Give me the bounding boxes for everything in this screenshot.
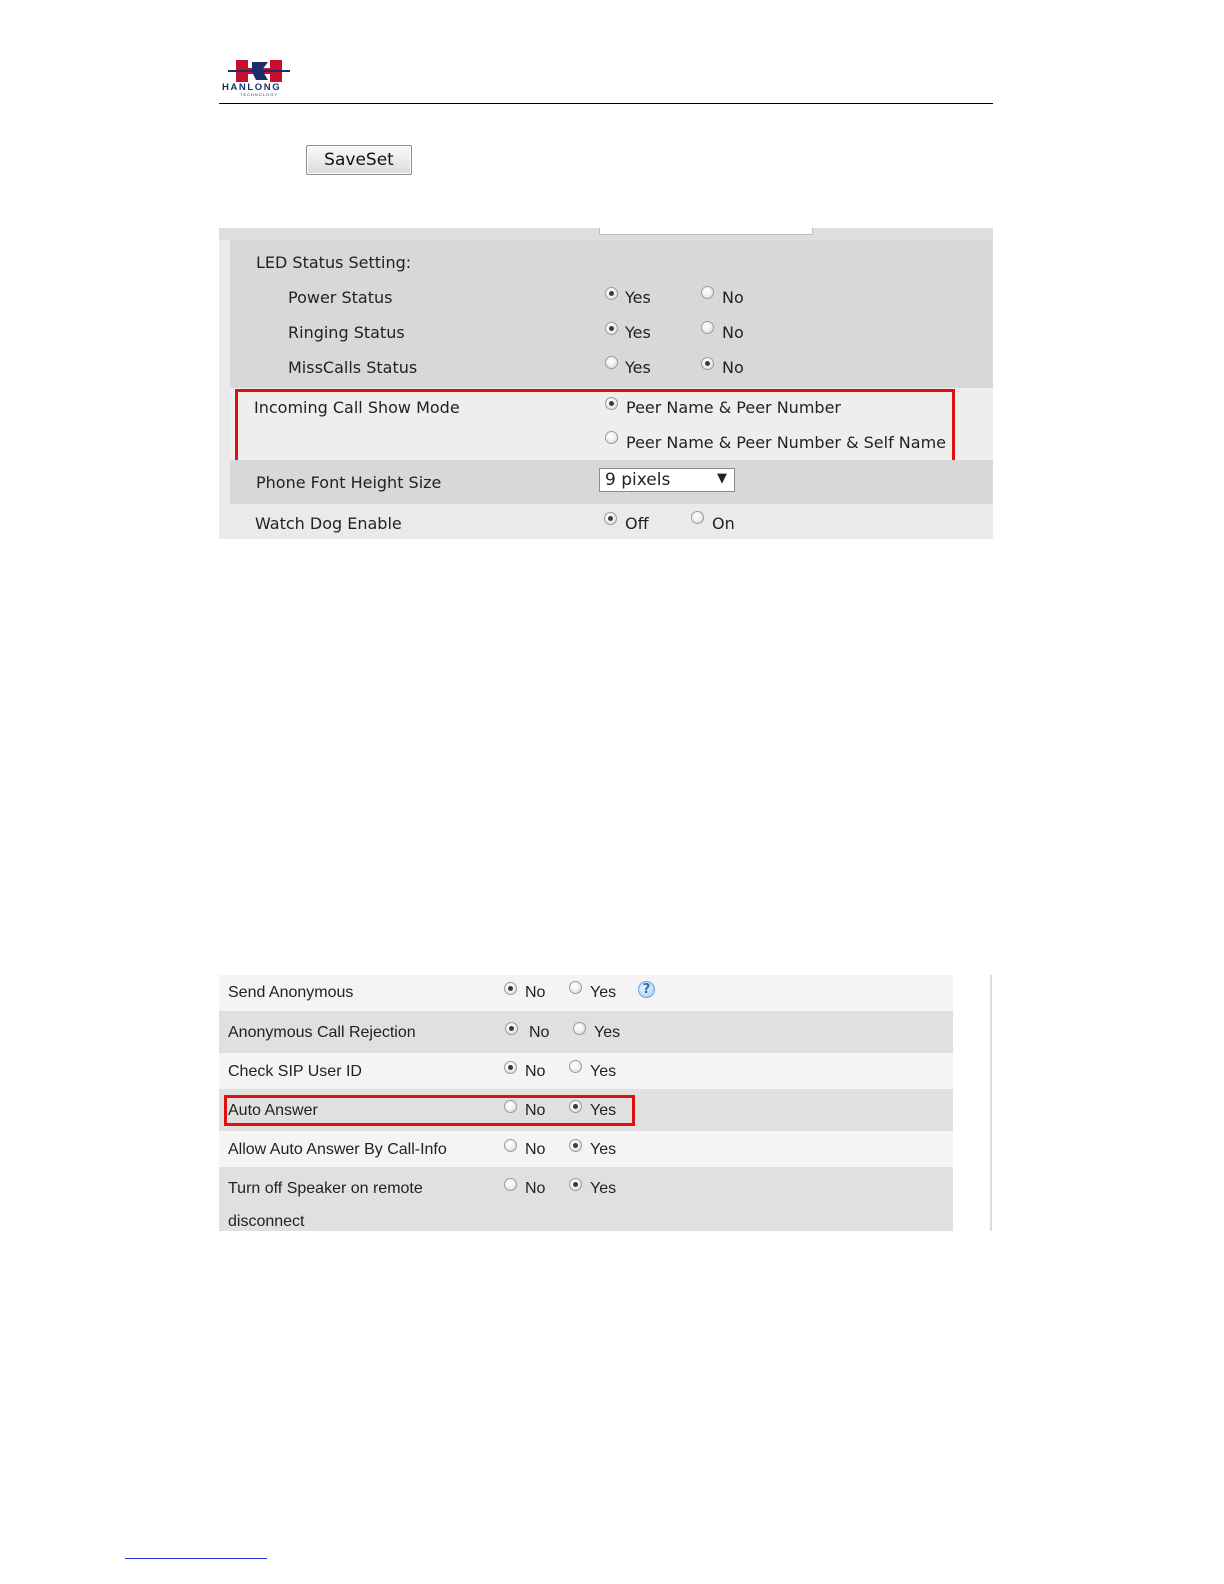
ringing-status-label: Ringing Status [288, 323, 405, 342]
send-anonymous-no-radio[interactable] [504, 982, 517, 995]
turn-off-speaker-no-radio[interactable] [504, 1178, 517, 1191]
font-size-select[interactable] [599, 468, 735, 492]
allow-auto-answer-no-radio[interactable] [504, 1139, 517, 1152]
call-settings-panel [219, 975, 993, 1231]
ringing-status-yes-label: Yes [625, 323, 651, 342]
turn-off-speaker-no-label: No [525, 1180, 546, 1197]
misscalls-status-no-radio[interactable] [701, 357, 714, 370]
ringing-status-no-label: No [722, 323, 744, 342]
check-sip-yes-radio[interactable] [569, 1060, 582, 1073]
allow-auto-answer-no-label: No [525, 1141, 546, 1158]
watchdog-on-radio[interactable] [691, 511, 704, 524]
turn-off-speaker-label: Turn off Speaker on remote [228, 1180, 423, 1197]
font-size-value: 9 pixels [605, 470, 671, 490]
watchdog-off-label: Off [625, 514, 649, 533]
check-sip-user-id-label: Check SIP User ID [228, 1063, 362, 1080]
peer-name-number-self-label: Peer Name & Peer Number & Self Name [626, 433, 946, 452]
watchdog-on-label: On [712, 514, 735, 533]
panel-right-border [990, 975, 992, 1231]
power-status-no-radio[interactable] [701, 286, 714, 299]
turn-off-speaker-yes-label: Yes [590, 1180, 617, 1197]
auto-answer-yes-label: Yes [590, 1102, 617, 1119]
incoming-call-highlight-box [235, 389, 955, 463]
power-status-yes-label: Yes [625, 288, 651, 307]
power-status-no-label: No [722, 288, 744, 307]
ringing-status-yes-radio[interactable] [605, 322, 618, 335]
allow-auto-answer-label: Allow Auto Answer By Call-Info [228, 1141, 447, 1158]
allow-auto-answer-yes-label: Yes [590, 1141, 617, 1158]
send-anonymous-yes-label: Yes [590, 984, 617, 1001]
turn-off-speaker-row [219, 1167, 953, 1231]
check-sip-no-radio[interactable] [504, 1061, 517, 1074]
check-sip-no-label: No [525, 1063, 546, 1080]
phone-font-height-label: Phone Font Height Size [256, 473, 442, 492]
logo-wordmark: HANLONG [222, 82, 282, 93]
power-status-label: Power Status [288, 288, 393, 307]
auto-answer-highlight-box [224, 1095, 635, 1126]
peer-name-number-label: Peer Name & Peer Number [626, 398, 841, 417]
misscalls-status-no-label: No [722, 358, 744, 377]
send-anonymous-no-label: No [525, 984, 546, 1001]
anonymous-rejection-yes-label: Yes [594, 1024, 621, 1041]
header-divider [219, 103, 993, 104]
auto-answer-label: Auto Answer [228, 1102, 318, 1119]
footer-link-underline[interactable] [125, 1558, 267, 1559]
saveset-button[interactable]: SaveSet [306, 145, 412, 175]
allow-auto-answer-yes-radio[interactable] [569, 1139, 582, 1152]
help-icon[interactable]: ? [638, 981, 655, 998]
misscalls-status-yes-label: Yes [625, 358, 651, 377]
send-anonymous-yes-radio[interactable] [569, 981, 582, 994]
anonymous-rejection-yes-radio[interactable] [573, 1022, 586, 1035]
misscalls-status-label: MissCalls Status [288, 358, 418, 377]
incoming-call-show-mode-label: Incoming Call Show Mode [254, 398, 460, 417]
auto-answer-no-label: No [525, 1102, 546, 1119]
check-sip-yes-label: Yes [590, 1063, 617, 1080]
turn-off-speaker-label-line2: disconnect [228, 1213, 305, 1230]
turn-off-speaker-yes-radio[interactable] [569, 1178, 582, 1191]
watchdog-off-radio[interactable] [604, 512, 617, 525]
anonymous-rejection-no-label: No [529, 1024, 550, 1041]
anonymous-rejection-no-radio[interactable] [505, 1022, 518, 1035]
ringing-status-no-radio[interactable] [701, 321, 714, 334]
send-anonymous-label: Send Anonymous [228, 984, 354, 1001]
logo-subtitle: TECHNOLOGY [240, 92, 279, 97]
watch-dog-enable-label: Watch Dog Enable [255, 514, 402, 533]
anonymous-call-rejection-label: Anonymous Call Rejection [228, 1024, 416, 1041]
cropped-input-field[interactable] [599, 228, 813, 235]
led-status-title: LED Status Setting: [256, 253, 412, 272]
power-status-yes-radio[interactable] [605, 287, 618, 300]
dropdown-arrow-icon: ▼ [717, 471, 727, 486]
misscalls-status-yes-radio[interactable] [605, 356, 618, 369]
phone-settings-panel [219, 228, 993, 539]
